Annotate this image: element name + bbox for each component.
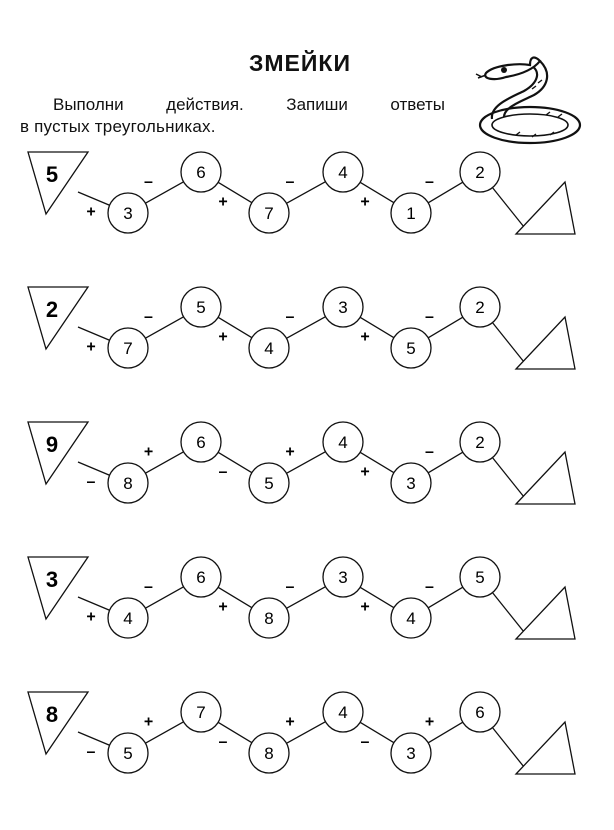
circle-number: 3 [406,474,416,493]
answer-triangle [516,182,575,234]
operator-sign: – [425,173,434,191]
circle-number: 2 [475,433,485,452]
start-number: 3 [45,567,59,592]
connector-line [492,458,528,502]
answer-triangle [516,587,575,639]
operator-sign: + [360,328,370,346]
circle-number: 2 [475,298,485,317]
circle-number: 8 [264,744,274,763]
operator-sign: + [360,463,370,481]
instructions-line-1: Выполни действия. Запиши ответы [53,95,445,114]
circle-number: 6 [196,568,206,587]
circle-number: 5 [475,568,485,587]
connector-line [492,728,528,772]
circle-number: 7 [196,703,206,722]
connector-line [492,188,528,232]
circle-number: 6 [196,433,206,452]
circle-number: 6 [196,163,206,182]
operator-sign: + [143,713,154,731]
operator-sign: – [285,308,295,326]
operator-sign: + [285,713,295,731]
operator-sign: + [143,443,154,461]
circle-number: 5 [123,744,133,763]
operator-sign: – [425,443,434,461]
circle-number: 4 [264,339,274,358]
operator-sign: + [424,713,435,731]
operator-sign: – [144,578,153,596]
operator-sign: + [218,193,228,211]
operator-sign: + [218,598,228,616]
circle-number: 6 [475,703,485,722]
answer-triangle [516,317,575,369]
operator-sign: – [285,578,295,596]
start-number: 2 [45,297,59,322]
circle-number: 8 [264,609,274,628]
circle-number: 4 [123,609,133,628]
circle-number: 3 [338,298,348,317]
operator-sign: + [285,443,295,461]
circle-number: 3 [123,204,133,223]
operator-sign: + [360,193,370,211]
start-number: 9 [45,432,59,457]
instructions-line-2: в пустых треугольниках. [20,117,216,136]
circle-number: 7 [123,339,133,358]
operator-sign: + [360,598,370,616]
circle-number: 4 [338,703,348,722]
circle-number: 5 [196,298,206,317]
operator-sign: + [86,608,96,626]
operator-sign: – [144,308,153,326]
circle-number: 5 [406,339,416,358]
answer-triangle [516,452,575,504]
connector-line [492,593,528,637]
operator-sign: – [425,578,434,596]
operator-sign: – [144,173,153,191]
start-number: 5 [45,162,59,187]
start-number: 8 [45,702,59,727]
operator-sign: – [218,463,228,481]
circle-number: 4 [406,609,416,628]
circle-number: 5 [264,474,274,493]
circle-number: 3 [406,744,416,763]
operator-sign: + [218,328,228,346]
circle-number: 3 [338,568,348,587]
circle-number: 7 [264,204,274,223]
circle-number: 1 [406,204,416,223]
answer-triangle [516,722,575,774]
operator-sign: + [86,203,96,221]
circle-number: 4 [338,163,348,182]
operator-sign: + [86,338,96,356]
operator-sign: – [360,733,370,751]
circle-number: 4 [338,433,348,452]
operator-sign: – [425,308,434,326]
connector-line [492,323,528,367]
circle-number: 8 [123,474,133,493]
operator-sign: – [218,733,228,751]
circle-number: 2 [475,163,485,182]
operator-sign: – [86,473,96,491]
operator-sign: – [86,743,96,761]
worksheet-title: ЗМЕЙКИ [248,50,351,76]
operator-sign: – [285,173,295,191]
